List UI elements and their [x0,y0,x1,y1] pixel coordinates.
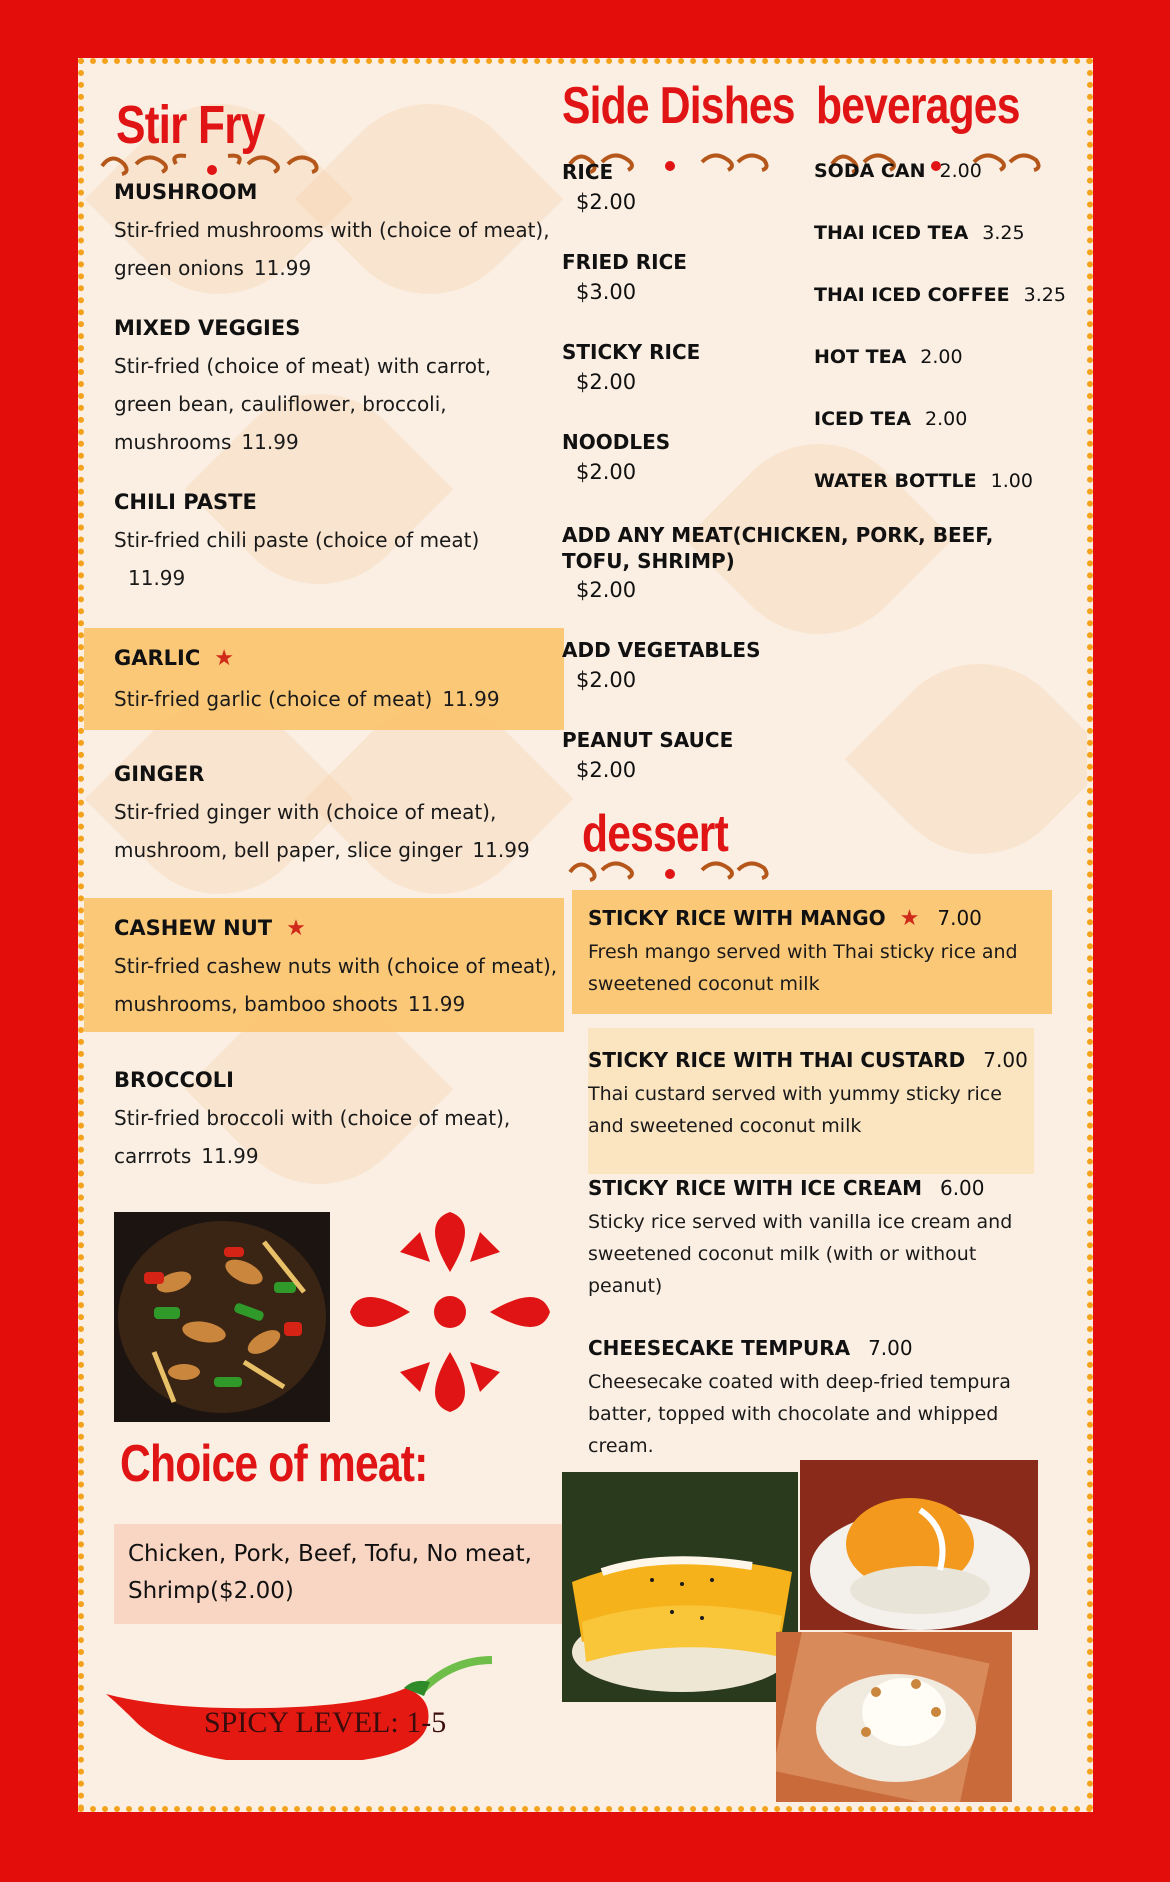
swirl-divider-icon [92,146,332,182]
stir-fry-item-name: GARLIC ★ [114,646,235,671]
dessert-item-desc: Sticky rice served with vanilla ice cream and sweetened coconut milk (with or without peanut) [588,1211,1013,1297]
swirl-divider-icon [562,852,782,888]
stir-fry-item-name: MUSHROOM [114,180,258,204]
menu-card [78,58,1093,1812]
side-dish-name: FRIED RICE [562,250,687,274]
side-dish-name: ADD ANY MEAT(CHICKEN, PORK, BEEF, TOFU, SHRIMP) [562,523,994,573]
dessert-heading: dessert [582,805,728,863]
stir-fry-item-desc: Stir-fried cashew nuts with (choice of meat), mushrooms, bamboo shoots 11.99 [114,954,558,1016]
background-petal-decoration [295,65,564,334]
dessert-item-name: STICKY RICE WITH MANGO ★ 7.00 [588,906,982,931]
stir-fry-heading: Stir Fry [116,95,265,155]
side-dish-name: ADD VEGETABLES [562,638,761,662]
background-petal-decoration [845,625,1093,894]
side-dish-price: $2.00 [576,460,637,484]
dessert-item-desc: Cheesecake coated with deep-fried tempura batter, topped with chocolate and whipped cream. [588,1371,1011,1457]
beverage-item: THAI ICED COFFEE 3.25 [814,284,1066,306]
side-dish-name: STICKY RICE [562,340,701,364]
stir-fry-item-desc: Stir-fried (choice of meat) with carrot, green bean, cauliflower, broccoli, mushrooms 11.99 [114,354,492,454]
side-dish-price: $2.00 [576,578,637,602]
stir-fry-item-name: BROCCOLI [114,1068,234,1092]
stir-fry-item-desc: Stir-fried mushrooms with (choice of meat), green onions 11.99 [114,218,550,280]
side-dish-name: RICE [562,160,614,184]
stir-fry-item-name: CASHEW NUT ★ [114,916,306,941]
side-dish-price: $2.00 [576,758,637,782]
side-dish-name: NOODLES [562,430,671,454]
stir-fry-item-desc: Stir-fried garlic (choice of meat) 11.99 [114,687,500,711]
side-dish-price: $2.00 [576,668,637,692]
ice-cream-sticky-rice-photo [776,1632,1012,1802]
stir-fry-item-name: CHILI PASTE [114,490,257,514]
star-icon: ★ [899,906,920,931]
side-dishes-heading: Side Dishes [562,77,795,135]
choice-of-meat-options: Chicken, Pork, Beef, Tofu, No meat, Shrimp($2.00) [128,1541,532,1604]
beverage-item: THAI ICED TEA 3.25 [814,222,1025,244]
star-icon: ★ [286,916,306,941]
choice-of-meat-box [114,1524,568,1624]
stir-fry-item-desc: Stir-fried chili paste (choice of meat) 11.99 [114,528,480,590]
beverage-item: HOT TEA 2.00 [814,346,963,368]
beverage-item: ICED TEA 2.00 [814,408,968,430]
side-dish-price: $2.00 [576,370,637,394]
choice-of-meat-heading: Choice of meat: [120,1435,428,1493]
stir-fry-item-desc: Stir-fried ginger with (choice of meat), mushroom, bell paper, slice ginger 11.99 [114,800,530,862]
side-dish-price: $2.00 [576,190,637,214]
dessert-item-name: STICKY RICE WITH THAI CUSTARD 7.00 [588,1048,1028,1072]
beverages-heading: beverages [816,77,1020,135]
stir-fry-item-desc: Stir-fried broccoli with (choice of meat), carrrots 11.99 [114,1106,511,1168]
stir-fry-item-name: GINGER [114,762,205,786]
mango-sticky-rice-photo [562,1472,798,1702]
dessert-item-name: STICKY RICE WITH ICE CREAM 6.00 [588,1176,985,1200]
spicy-level-label: SPICY LEVEL: 1-5 [204,1706,447,1739]
beverage-item: WATER BOTTLE 1.00 [814,470,1033,492]
red-flower-pattern-decoration [340,1212,560,1412]
dessert-item-desc: Fresh mango served with Thai sticky rice and sweetened coconut milk [588,941,1018,995]
custard-sticky-rice-photo [800,1460,1038,1630]
stir-fry-dish-photo [114,1212,330,1422]
side-dish-price: $3.00 [576,280,637,304]
dessert-item-desc: Thai custard served with yummy sticky rice and sweetened coconut milk [588,1083,1002,1137]
beverage-item: SODA CAN 2.00 [814,160,982,182]
star-icon: ★ [214,646,235,671]
chili-pepper-icon [104,1650,504,1760]
side-dish-name: PEANUT SAUCE [562,728,734,752]
stir-fry-item-name: MIXED VEGGIES [114,316,301,340]
dessert-item-name: CHEESECAKE TEMPURA 7.00 [588,1336,913,1360]
